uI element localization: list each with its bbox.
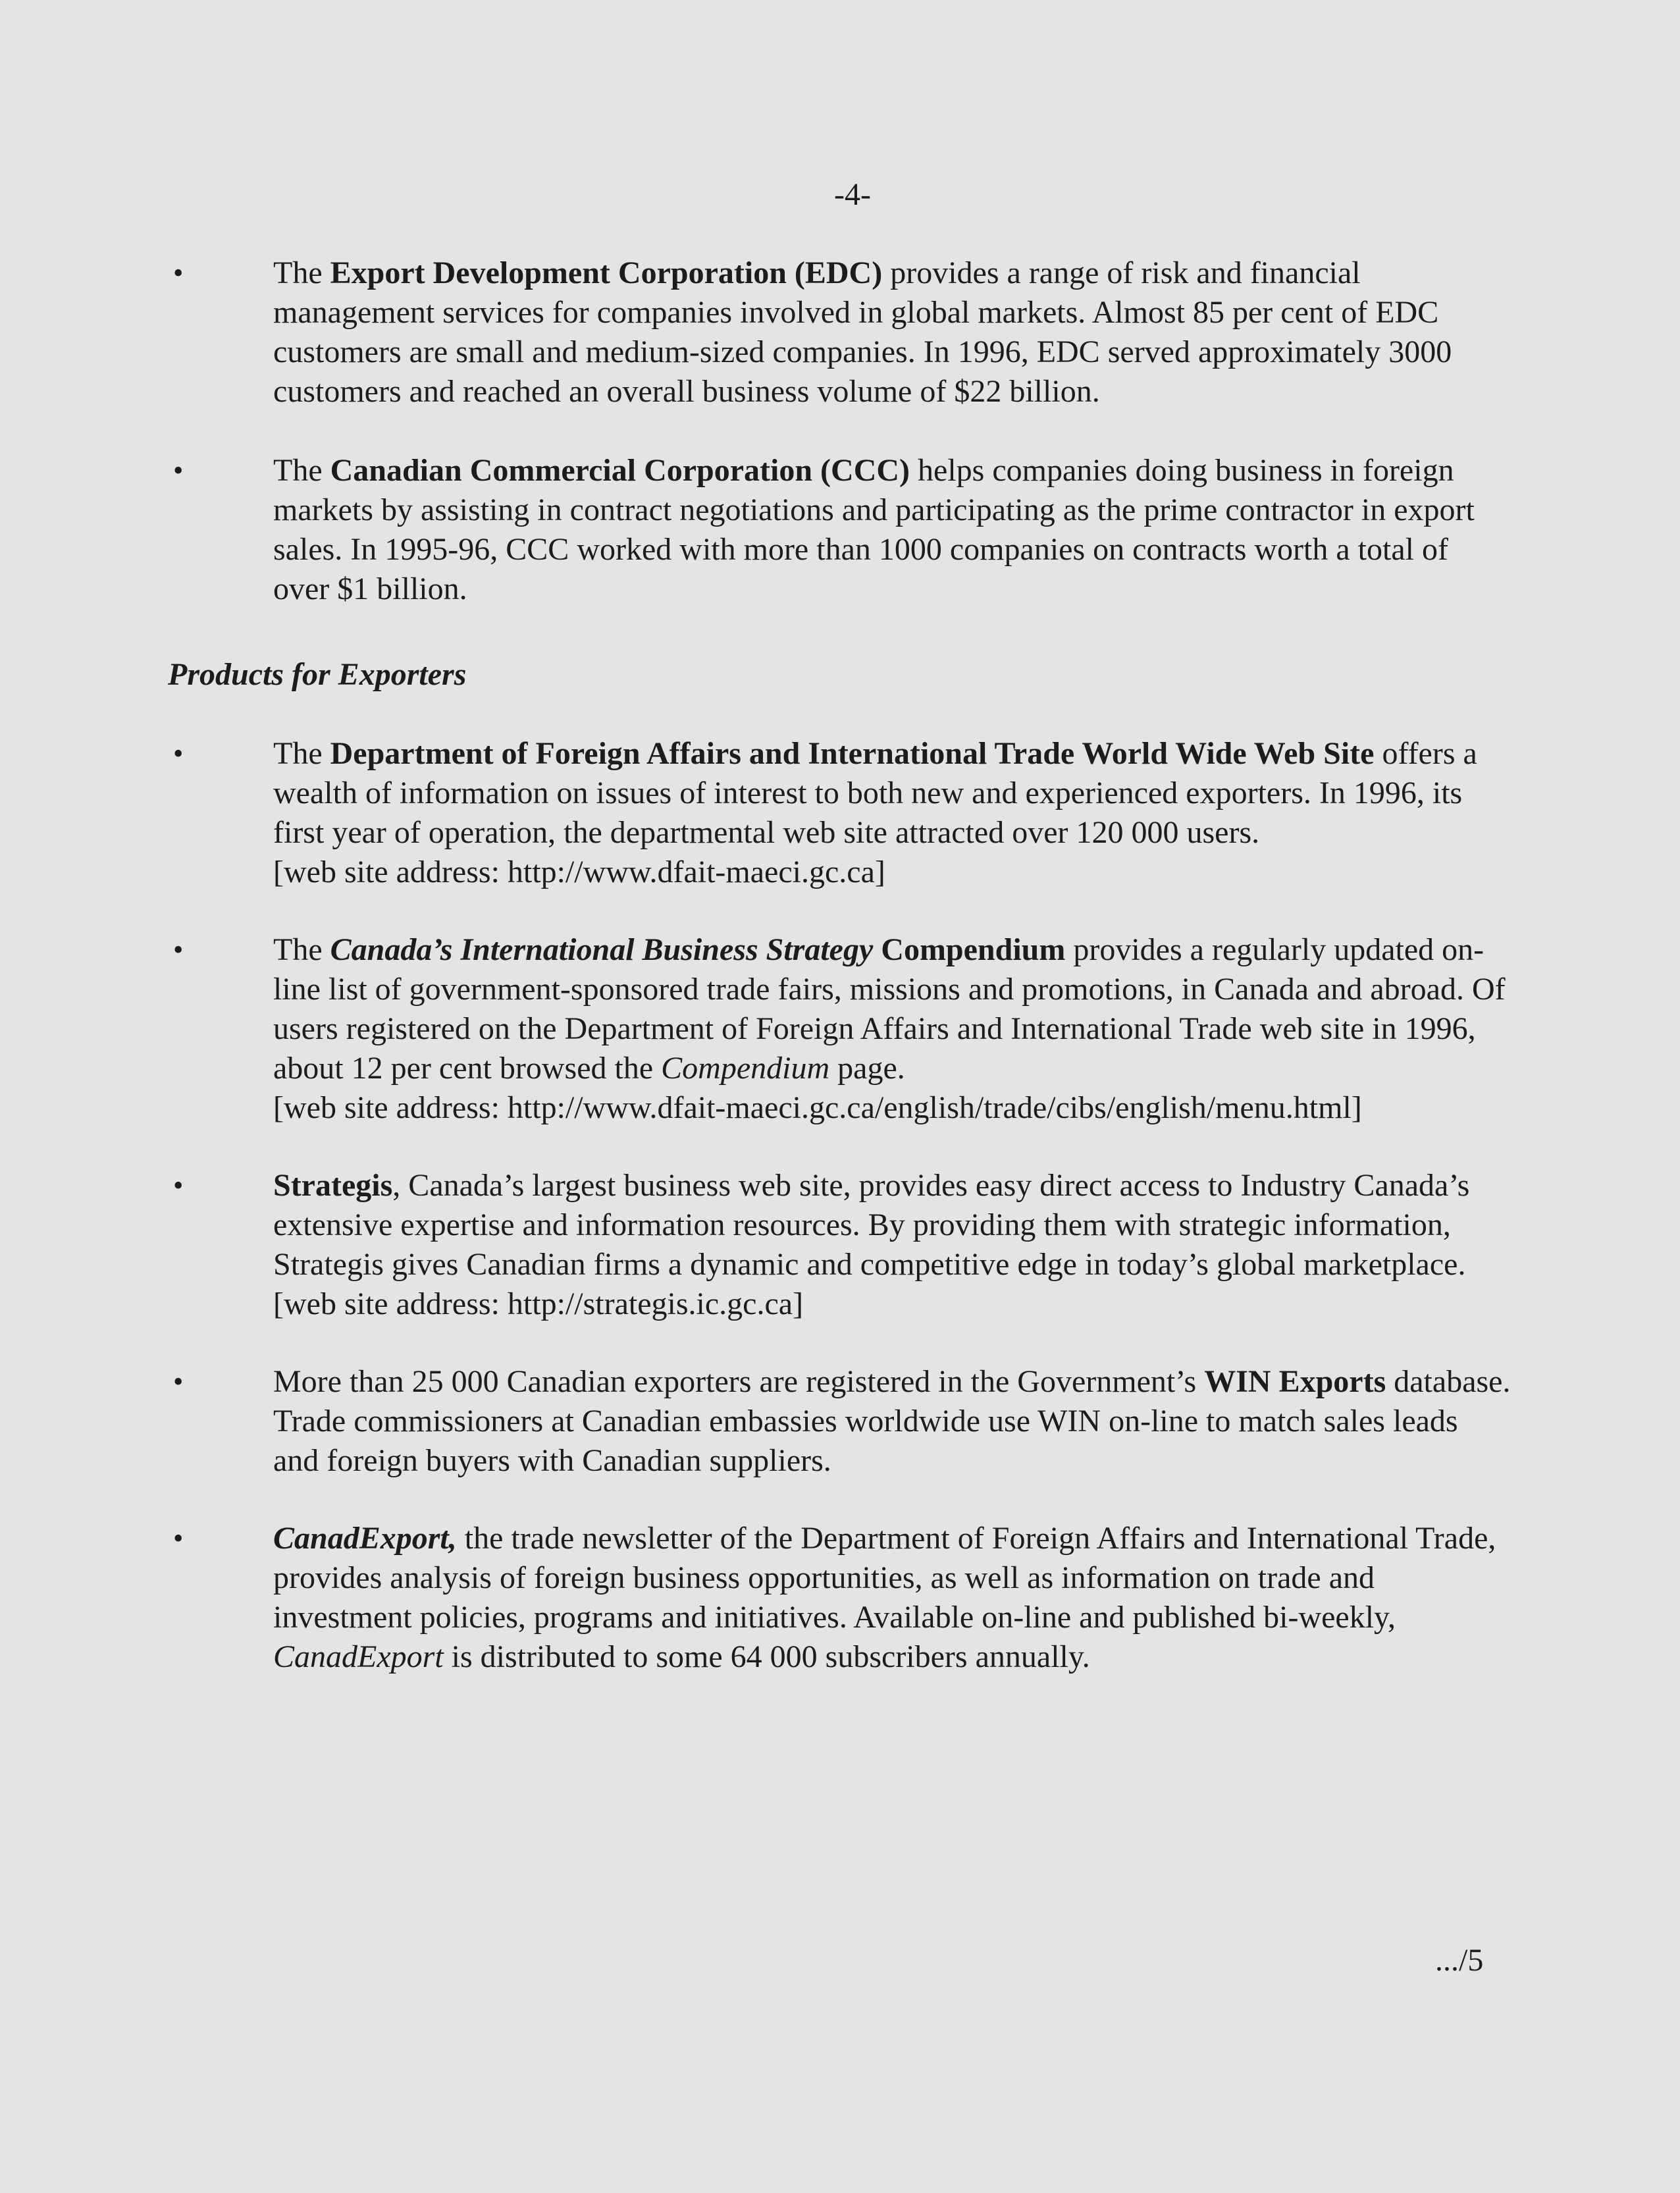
lead-text: The bbox=[273, 932, 330, 967]
body-text: offers a wealth of information on issues of interest to both new and experienced exporters. In 1996, its first year of operation, the departmental web site attracted over 120 000 users. bbox=[273, 736, 1477, 850]
list-item-edc bbox=[168, 253, 1511, 411]
continuation-marker: .../5 bbox=[1435, 1943, 1484, 1978]
bullet-icon: • bbox=[173, 737, 184, 770]
product-name: Strategis bbox=[273, 1168, 393, 1203]
newsletter-name: CanadExport, bbox=[273, 1521, 457, 1556]
paragraph bbox=[273, 451, 1511, 609]
product-name: WIN Exports bbox=[1204, 1364, 1386, 1399]
organization-name: Canadian Commercial Corporation (CCC) bbox=[330, 453, 910, 488]
list-item-ccc bbox=[168, 451, 1511, 609]
paragraph bbox=[273, 253, 1511, 411]
body-text: , Canada’s largest business web site, provides easy direct access to Industry Canada’s extensive expertise and information resources. By providing them with strategic information, Strategis gives Canadian firms a dynamic and competitive edge in today’s global marketplace. bbox=[273, 1168, 1470, 1282]
organization-name: Export Development Corporation (EDC) bbox=[330, 255, 883, 290]
paragraph bbox=[273, 1362, 1511, 1481]
strategy-title: Canada’s International Business Strategy bbox=[330, 932, 874, 967]
bullet-icon: • bbox=[173, 1169, 184, 1202]
lead-text: The bbox=[273, 255, 330, 290]
bullet-icon: • bbox=[173, 257, 184, 289]
bullet-icon: • bbox=[173, 934, 184, 966]
web-site-address: [web site address: http://strategis.ic.gc.ca] bbox=[273, 1286, 804, 1321]
body-text: database. Trade commissioners at Canadian embassies worldwide use WIN on-line to match sales leads and foreign buyers with Canadian suppliers. bbox=[273, 1364, 1511, 1478]
page-number: -4- bbox=[834, 177, 871, 212]
body-text: helps companies doing business in foreign markets by assisting in contract negotiations and participating as the prime contractor in export sales. In 1995-96, CCC worked with more than 1000 companies on contracts worth a total of over $1 billion. bbox=[273, 453, 1475, 606]
paragraph bbox=[273, 1519, 1511, 1677]
paragraph bbox=[273, 930, 1511, 1088]
list-item-dfait-web-site bbox=[168, 734, 1511, 892]
bullet-icon: • bbox=[173, 1365, 184, 1398]
tail-text: is distributed to some 64 000 subscribers annually. bbox=[443, 1639, 1090, 1674]
body-text: provides a range of risk and financial management services for companies involved in global markets. Almost 85 per cent of EDC customers are small and medium-sized companies. In 1996, EDC served approximately 3000 customers and reached an overall business volume of $22 billion. bbox=[273, 255, 1452, 409]
product-name: Compendium bbox=[873, 932, 1066, 967]
document-body bbox=[168, 253, 1511, 1677]
tail-text: page. bbox=[829, 1051, 905, 1086]
lead-text: More than 25 000 Canadian exporters are registered in the Government’s bbox=[273, 1364, 1205, 1399]
list-item-cibs-compendium bbox=[168, 930, 1511, 1128]
list-item-win-exports bbox=[168, 1362, 1511, 1481]
paragraph bbox=[273, 734, 1511, 853]
paragraph bbox=[273, 1166, 1511, 1284]
bullet-icon: • bbox=[173, 454, 184, 487]
lead-text: The bbox=[273, 736, 330, 771]
compendium-reference: Compendium bbox=[661, 1051, 830, 1086]
body-text: the trade newsletter of the Department of Foreign Affairs and International Trade, provides analysis of foreign business opportunities, as well as information on trade and investment policies, programs and initiatives. Available on-line and published bi-weekly, bbox=[273, 1521, 1496, 1635]
lead-text: The bbox=[273, 453, 330, 488]
body-text: provides a regularly updated on-line list of government-sponsored trade fairs, missions and promotions, in Canada and abroad. Of users registered on the Department of Foreign Affairs and International Trade web site in 1996, about 12 per cent browsed the bbox=[273, 932, 1506, 1086]
product-name: Department of Foreign Affairs and International Trade World Wide Web Site bbox=[330, 736, 1375, 771]
list-item-strategis bbox=[168, 1166, 1511, 1324]
list-item-canadexport bbox=[168, 1519, 1511, 1677]
web-site-address: [web site address: http://www.dfait-maeci.gc.ca/english/trade/cibs/english/menu.html] bbox=[273, 1090, 1362, 1125]
newsletter-reference: CanadExport bbox=[273, 1639, 444, 1674]
section-heading: Products for Exporters bbox=[168, 657, 467, 692]
web-site-address: [web site address: http://www.dfait-maeci.gc.ca] bbox=[273, 855, 885, 889]
bullet-icon: • bbox=[173, 1522, 184, 1554]
